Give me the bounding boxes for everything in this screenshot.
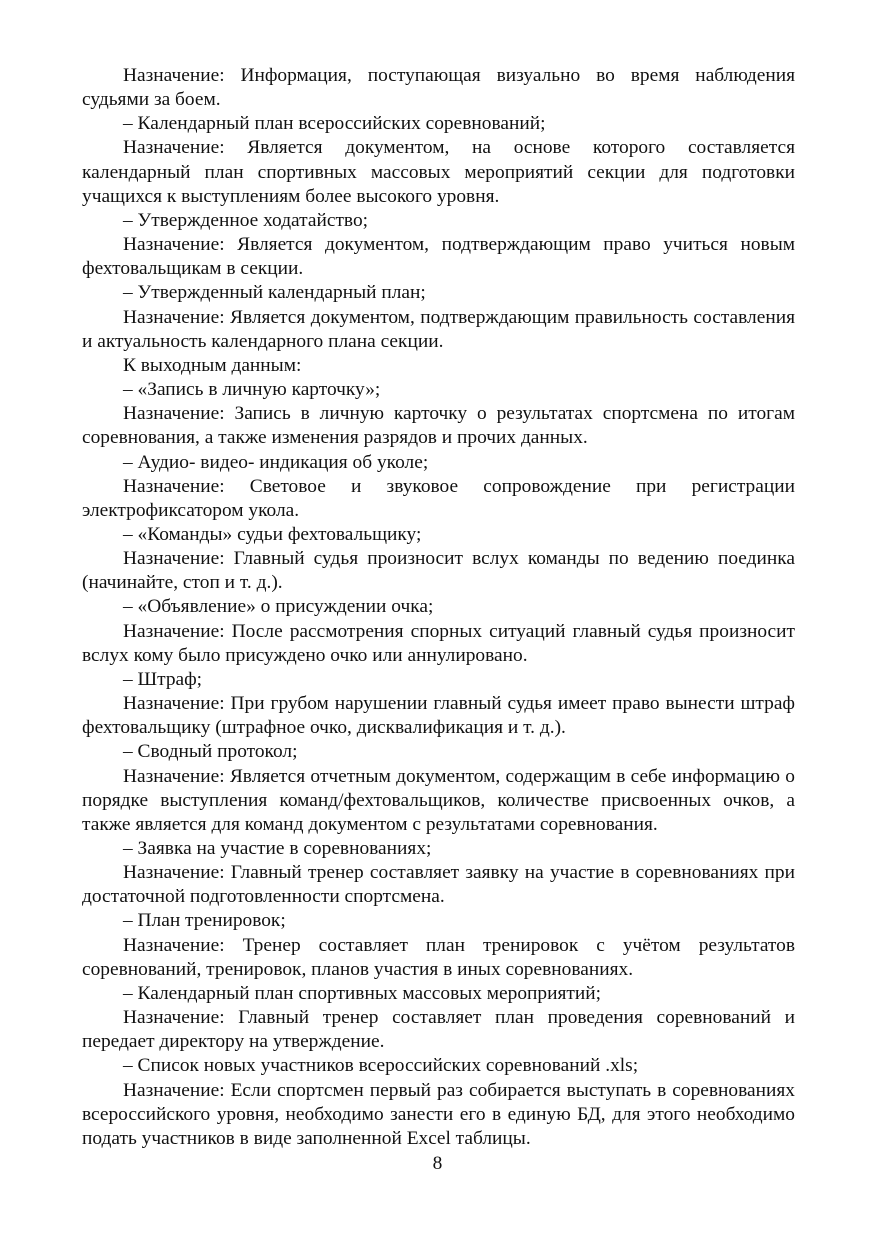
list-item: – «Объявление» о присуждении очка; [123, 596, 434, 618]
list-item: – Аудио- видео- индикация об уколе; [123, 451, 429, 473]
paragraph: Назначение: Является документом, на основе которого составляется календарный план спортивных массовых мероприятий секции для подготовки учащихся к выступлениям более высокого уровня. [82, 137, 795, 207]
paragraph: Назначение: Если спортсмен первый раз собирается выступать в соревнованиях всероссийского уровня, необходимо занести его в единую БД, для этого необходимо подать участников в виде заполненной Excel таблицы. [82, 1079, 795, 1149]
paragraph: Назначение: При грубом нарушении главный судья имеет право вынести штраф фехтовальщику (штрафное очко, дисквалификация и т. д.). [82, 693, 795, 739]
paragraph: Назначение: Является отчетным документом, содержащим в себе информацию о порядке выступления команд/фехтовальщиков, количестве присвоенных очков, а также является для команд документом с результатами соревнования. [82, 765, 795, 835]
paragraph: Назначение: Является документом, подтверждающим правильность составления и актуальность календарного плана секции. [82, 306, 795, 352]
list-item: – План тренировок; [123, 910, 286, 932]
list-item: – Сводный протокол; [123, 741, 298, 763]
section-heading: К выходным данным: [123, 354, 302, 376]
list-item: – «Запись в личную карточку»; [123, 379, 381, 401]
list-item: – Список новых участников всероссийских соревнований .xls; [123, 1055, 639, 1077]
paragraph: Назначение: После рассмотрения спорных ситуаций главный судья произносит вслух кому было присуждено очко или аннулировано. [82, 620, 795, 666]
paragraph: Назначение: Информация, поступающая визуально во время наблюдения судьями за боем. [82, 65, 795, 111]
list-item: – Календарный план всероссийских соревнований; [123, 113, 546, 135]
paragraph: Назначение: Является документом, подтверждающим право учиться новым фехтовальщикам в секции. [82, 234, 795, 280]
page-number: 8 [432, 1153, 443, 1174]
list-item: – Утвержденный календарный план; [123, 282, 426, 304]
list-item: – Календарный план спортивных массовых мероприятий; [123, 982, 602, 1004]
list-item: – Штраф; [123, 668, 203, 690]
paragraph: Назначение: Световое и звуковое сопровождение при регистрации электрофиксатором укола. [82, 475, 795, 521]
paragraph: Назначение: Главный тренер составляет заявку на участие в соревнованиях при достаточной подготовленности спортсмена. [82, 862, 795, 908]
page-body [82, 64, 795, 1151]
paragraph: Назначение: Тренер составляет план тренировок с учётом результатов соревнований, тренировок, планов участия в иных соревнованиях. [82, 934, 795, 980]
paragraph: Назначение: Главный тренер составляет план проведения соревнований и передает директору на утверждение. [82, 1007, 795, 1053]
list-item: – «Команды» судьи фехтовальщику; [123, 523, 422, 545]
list-item: – Заявка на участие в соревнованиях; [123, 838, 432, 859]
paragraph: Назначение: Главный судья произносит вслух команды по ведению поединка (начинайте, стоп и т. д.). [82, 548, 795, 594]
paragraph: Назначение: Запись в личную карточку о результатах спортсмена по итогам соревнования, а также изменения разрядов и прочих данных. [82, 403, 795, 449]
list-item: – Утвержденное ходатайство; [123, 209, 369, 231]
